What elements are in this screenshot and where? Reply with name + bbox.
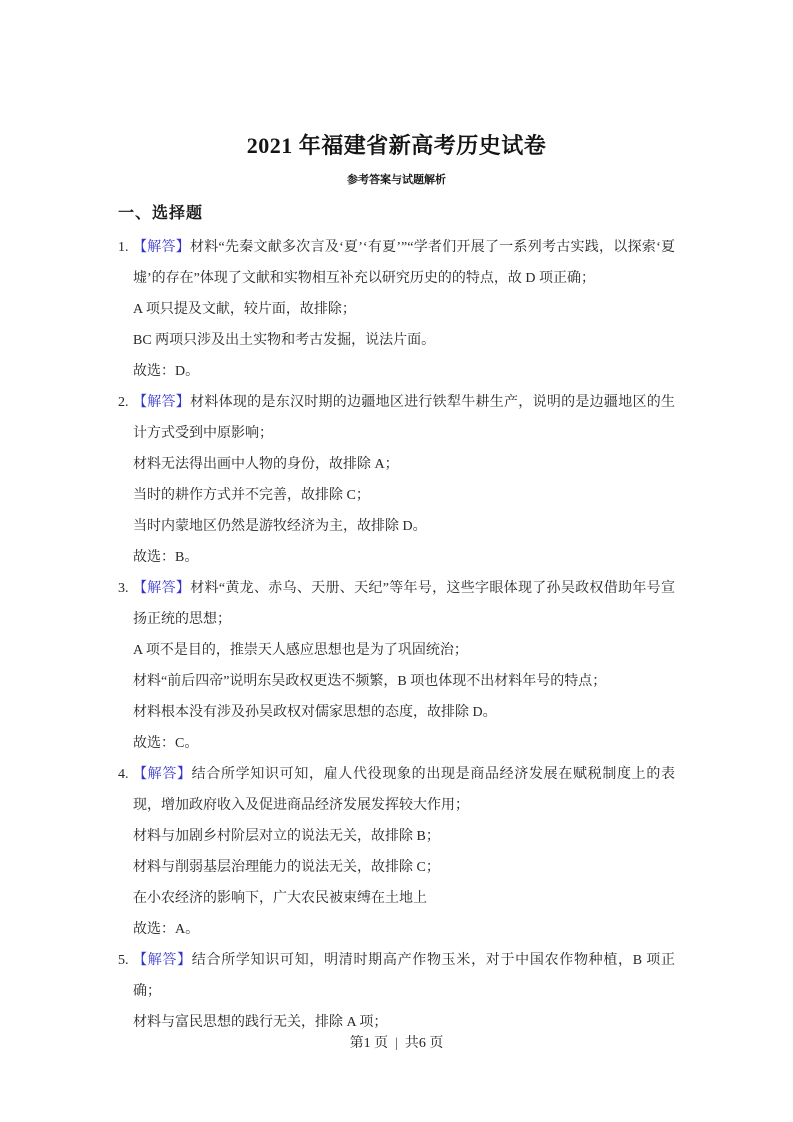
answer-text: 结合所学知识可知，雇人代役现象的出现是商品经济发展在赋税制度上的表现，增加政府收入及促进商品经济发展发挥较大作用； — [133, 767, 676, 813]
answer-paragraph: A 项只提及文献，较片面，故排除； — [133, 302, 356, 317]
item-body — [133, 387, 675, 573]
answer-paragraph: BC 两项只涉及出土实物和考古发掘，说法片面。 — [133, 333, 436, 348]
answer-label: 【解答】 — [133, 395, 191, 410]
answer-paragraph: A 项不是目的，推崇天人感应思想也是为了巩固统治； — [133, 643, 468, 658]
answer-text: 材料体现的是东汉时期的边疆地区进行铁犁牛耕生产，说明的是边疆地区的生计方式受到中原影响； — [133, 395, 676, 441]
answer-label: 【解答】 — [133, 240, 191, 255]
item-number: 2. — [118, 395, 129, 410]
answer-item — [118, 945, 675, 1038]
answer-paragraph — [133, 573, 675, 635]
item-number: 1. — [118, 240, 129, 255]
answer-item — [118, 232, 675, 387]
answer-paragraph: 材料与富民思想的践行无关，排除 A 项； — [133, 1015, 388, 1030]
item-number: 4. — [118, 767, 129, 782]
page-number: 第1 页 — [349, 1036, 389, 1051]
answer-paragraph — [133, 387, 675, 449]
item-body — [133, 759, 675, 945]
answer-text: 材料“先秦文献多次言及‘夏’‘有夏’”“学者们开展了一系列考古实践，以探索‘夏墟’的存在”体现了文献和实物相互补充以研究历史的的特点，故 D 项正确； — [133, 240, 675, 286]
answer-item — [118, 387, 675, 573]
item-number: 3. — [118, 581, 129, 596]
page-title: 2021 年福建省新高考历史试卷 — [246, 133, 547, 158]
answer-paragraph: 材料与加剧乡村阶层对立的说法无关，故排除 B； — [133, 829, 440, 844]
answer-paragraph: 故选：A。 — [133, 922, 200, 937]
page-content — [118, 133, 675, 1038]
answer-paragraph: 当时的耕作方式并不完善，故排除 C； — [133, 488, 370, 503]
answer-paragraph: 当时内蒙地区仍然是游牧经济为主，故排除 D。 — [133, 519, 427, 534]
answer-paragraph: 材料无法得出画中人物的身份，故排除 A； — [133, 457, 399, 472]
answer-label: 【解答】 — [133, 581, 191, 596]
page-subtitle: 参考答案与试题解析 — [347, 174, 446, 186]
answer-text: 结合所学知识可知，明清时期高产作物玉米，对于中国农作物种植，B 项正确； — [133, 953, 675, 999]
answer-paragraph: 故选：D。 — [133, 364, 200, 379]
answer-item — [118, 573, 675, 759]
item-body — [133, 232, 675, 387]
footer-separator: | — [395, 1036, 398, 1051]
answer-paragraph: 材料“前后四帝”说明东吴政权更迭不频繁，B 项也体现不出材料年号的特点； — [133, 674, 607, 689]
answer-paragraph — [133, 945, 675, 1007]
answer-paragraph: 在小农经济的影响下，广大农民被束缚在土地上 — [133, 891, 427, 906]
answer-item — [118, 759, 675, 945]
page-footer — [0, 1034, 793, 1054]
answer-paragraph: 材料根本没有涉及孙吴政权对儒家思想的态度，故排除 D。 — [133, 705, 497, 720]
answer-paragraph — [133, 759, 675, 821]
item-body — [133, 573, 675, 759]
item-body — [133, 945, 675, 1038]
answer-text: 材料“黄龙、赤乌、天册、天纪”等年号，这些字眼体现了孙吴政权借助年号宣扬正统的思想； — [133, 581, 675, 627]
answer-paragraph — [133, 232, 675, 294]
section-header: 一、选择题 — [118, 205, 204, 222]
answer-label: 【解答】 — [133, 953, 192, 968]
item-number: 5. — [118, 953, 129, 968]
total-pages: 共6 页 — [404, 1036, 444, 1051]
answer-list — [118, 232, 675, 1038]
answer-paragraph: 故选：C。 — [133, 736, 199, 751]
answer-paragraph: 材料与削弱基层治理能力的说法无关，故排除 C； — [133, 860, 440, 875]
answer-paragraph: 故选：B。 — [133, 550, 199, 565]
answer-label: 【解答】 — [133, 767, 192, 782]
